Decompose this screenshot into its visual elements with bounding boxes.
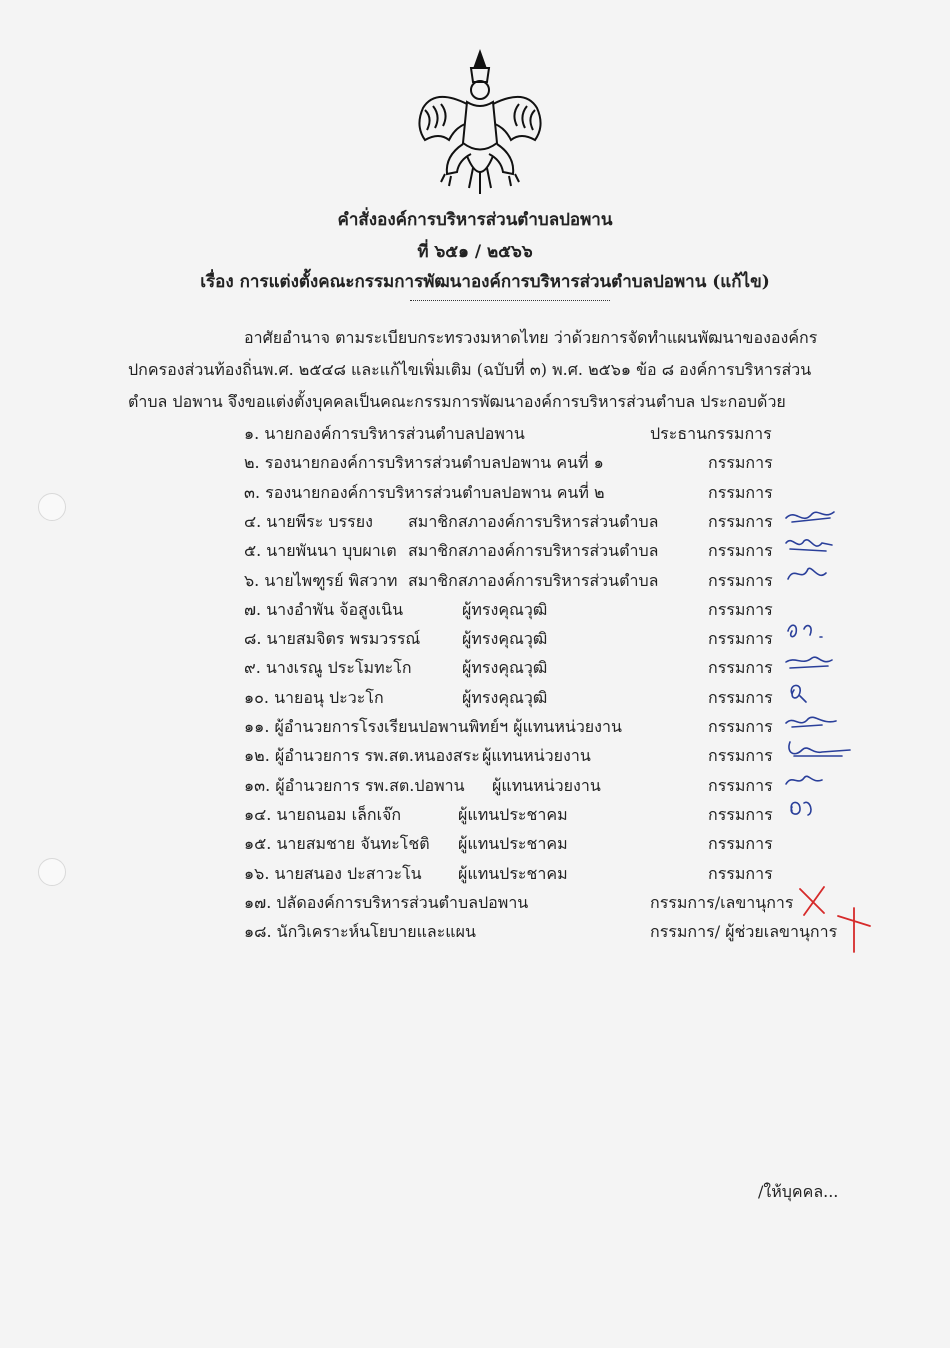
member-name: ๙. นางเรณู ประโมทะโก: [244, 658, 412, 678]
body-line: อาศัยอำนาจ ตามระเบียบกระทรวงมหาดไทย ว่าด้วยการจัดทำแผนพัฒนาขององค์กร: [244, 328, 818, 347]
member-affiliation: สมาชิกสภาองค์การบริหารส่วนตำบล: [408, 570, 659, 590]
member-role: กรรมการ: [708, 511, 773, 531]
member-role: กรรมการ/เลขานุการ: [650, 892, 794, 912]
body-line: ตำบล ปอพาน จึงขอแต่งตั้งบุคคลเป็นคณะกรรมการพัฒนาองค์การบริหารส่วนตำบล ประกอบด้วย: [128, 392, 786, 411]
member-name: ๑๖. นายสนอง ปะสาวะโน: [244, 863, 422, 883]
member-name: ๑๔. นายถนอม เล็กเจ๊ก: [244, 804, 402, 824]
signature: [782, 504, 862, 530]
member-affiliation: ผู้ทรงคุณวุฒิ: [462, 599, 548, 619]
member-role: กรรมการ: [708, 775, 773, 795]
signature: [782, 650, 862, 676]
member-name: ๑๗. ปลัดองค์การบริหารส่วนตำบลปอพาน: [244, 892, 529, 912]
member-name: ๑๓. ผู้อำนวยการ รพ.สต.ปอพาน: [244, 775, 465, 795]
member-affiliation: ผู้แทนหน่วยงาน: [492, 775, 601, 795]
member-name: ๗. นางอำพัน จ้อสูงเนิน: [244, 599, 404, 619]
member-name: ๑๘. นักวิเคราะห์นโยบายและแผน: [244, 922, 476, 942]
member-role: กรรมการ: [708, 804, 773, 824]
member-name: ๑๒. ผู้อำนวยการ รพ.สต.หนองสระ: [244, 746, 480, 766]
member-role: กรรมการ: [708, 453, 773, 473]
member-role: กรรมการ: [708, 687, 773, 707]
member-name: ๓. รองนายกองค์การบริหารส่วนตำบลปอพาน คนที่ ๒: [244, 482, 605, 502]
member-name: ๑. นายกองค์การบริหารส่วนตำบลปอพาน: [244, 424, 525, 443]
order-subject: เรื่อง การแต่งตั้งคณะกรรมการพัฒนาองค์การบริหารส่วนตำบลปอพาน (แก้ไข): [200, 272, 770, 292]
member-affiliation: ผู้ทรงคุณวุฒิ: [462, 658, 548, 678]
member-row: [0, 891, 950, 919]
member-affiliation: สมาชิกสภาองค์การบริหารส่วนตำบล: [408, 541, 659, 561]
member-role: กรรมการ: [708, 541, 773, 561]
signature: [782, 709, 862, 735]
signature: [782, 768, 862, 794]
member-name: ๑๕. นายสมชาย จันทะโชติ: [244, 834, 430, 854]
member-role: กรรมการ: [708, 717, 773, 736]
signature: [782, 621, 862, 647]
member-row: [0, 803, 950, 831]
member-name: ๔. นายพีระ บรรยง: [244, 511, 373, 531]
member-affiliation: สมาชิกสภาองค์การบริหารส่วนตำบล: [408, 511, 659, 531]
member-name: ๕. นายพันนา บุบผาเต: [244, 541, 397, 561]
member-affiliation: ผู้ทรงคุณวุฒิ: [462, 629, 548, 649]
member-role: กรรมการ: [708, 599, 773, 619]
member-affiliation: ผู้แทนประชาคม: [458, 834, 568, 854]
member-role: กรรมการ: [708, 629, 773, 649]
red-cross-mark-icon: [832, 906, 876, 956]
member-name: ๘. นายสมจิตร พรมวรรณ์: [244, 629, 421, 649]
member-role: ประธานกรรมการ: [650, 424, 772, 443]
garuda-emblem-icon: [405, 48, 555, 198]
signature: [782, 797, 862, 823]
member-row: [0, 451, 950, 479]
member-role: กรรมการ: [708, 746, 773, 766]
member-row: [0, 569, 950, 597]
member-row: [0, 920, 950, 948]
member-name: ๖. นายไพฑูรย์ พิสวาท: [244, 570, 398, 590]
order-number: ที่ ๖๕๑ / ๒๕๖๖: [417, 242, 533, 262]
member-row: [0, 832, 950, 860]
member-role: กรรมการ/ ผู้ช่วยเลขานุการ: [650, 922, 838, 942]
member-role: กรรมการ: [708, 570, 773, 590]
member-role: กรรมการ: [708, 834, 773, 854]
continuation-note: /ให้บุคคล...: [758, 1182, 839, 1201]
member-name: ๑๑. ผู้อำนวยการโรงเรียนปอพานพิทย์ฯ ผู้แทนหน่วยงาน: [244, 717, 622, 736]
member-role: กรรมการ: [708, 482, 773, 502]
signature: [782, 533, 862, 559]
signature: [782, 563, 862, 589]
member-affiliation: ผู้แทนหน่วยงาน: [482, 746, 591, 766]
member-affiliation: ผู้แทนประชาคม: [458, 863, 568, 883]
order-title: คำสั่งองค์การบริหารส่วนตำบลปอพาน: [337, 210, 613, 230]
member-role: กรรมการ: [708, 863, 773, 883]
member-role: กรรมการ: [708, 658, 773, 678]
member-affiliation: ผู้แทนประชาคม: [458, 804, 568, 824]
member-name: ๑๐. นายอนุ ปะวะโก: [244, 687, 384, 707]
member-row: [0, 422, 950, 450]
signature: [782, 680, 862, 706]
member-name: ๒. รองนายกองค์การบริหารส่วนตำบลปอพาน คนที่ ๑: [244, 453, 604, 473]
red-cross-mark-icon: [796, 883, 830, 919]
member-affiliation: ผู้ทรงคุณวุฒิ: [462, 687, 548, 707]
signature: [782, 738, 862, 764]
divider: [410, 300, 610, 301]
body-line: ปกครองส่วนท้องถิ่นพ.ศ. ๒๕๔๘ และแก้ไขเพิ่มเติม (ฉบับที่ ๓) พ.ศ. ๒๕๖๑ ข้อ ๘ องค์การบริหารส่วน: [128, 360, 812, 379]
